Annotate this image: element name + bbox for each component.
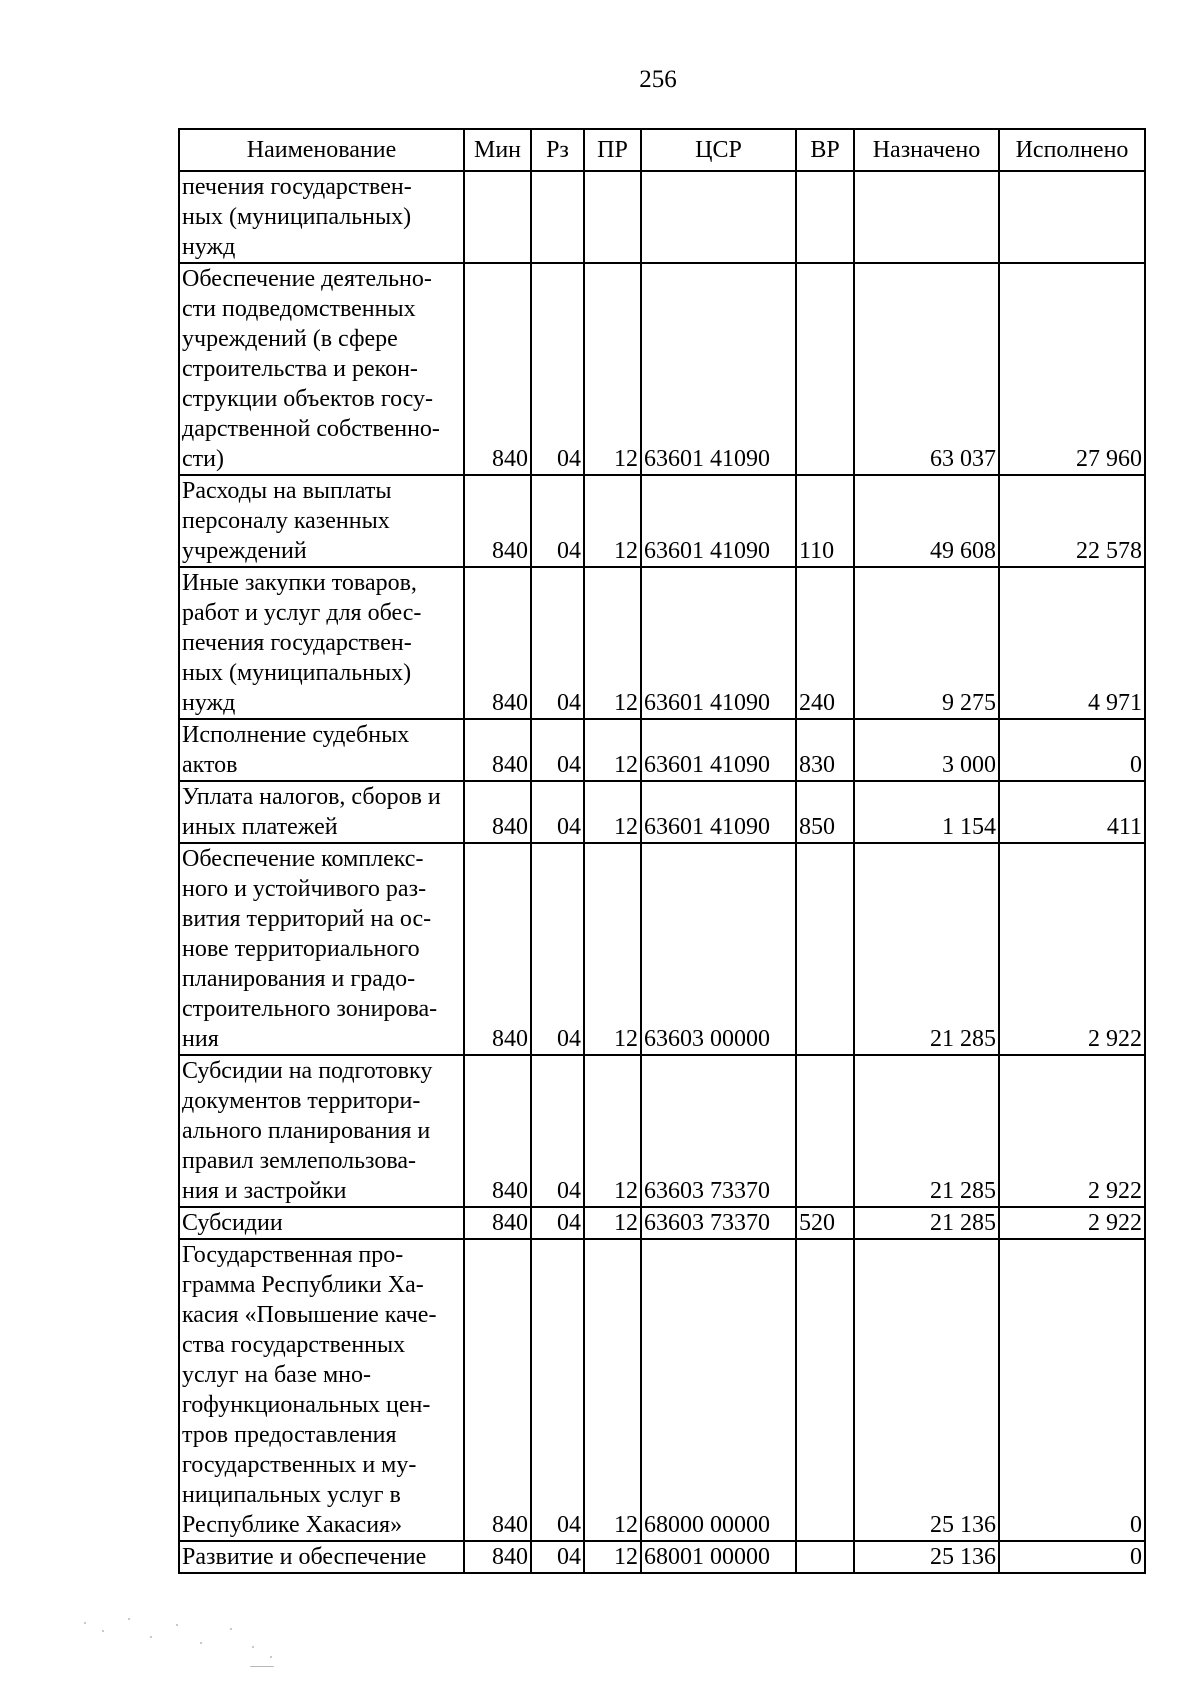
cell-min: 840 xyxy=(464,263,531,475)
cell-rz: 04 xyxy=(531,1055,584,1207)
cell-min: 840 xyxy=(464,567,531,719)
cell-rz: 04 xyxy=(531,1207,584,1239)
cell-csr xyxy=(641,171,796,263)
cell-csr: 63601 41090 xyxy=(641,567,796,719)
cell-vr xyxy=(796,1541,854,1573)
cell-pr: 12 xyxy=(584,1207,641,1239)
cell-name: Развитие и обеспечение xyxy=(179,1541,464,1573)
page-number: 256 xyxy=(639,66,677,93)
cell-min: 840 xyxy=(464,1055,531,1207)
scan-noise xyxy=(80,1612,310,1672)
cell-rz: 04 xyxy=(531,1541,584,1573)
cell-assigned xyxy=(854,171,999,263)
table-row xyxy=(179,843,1145,1055)
cell-assigned: 3 000 xyxy=(854,719,999,781)
cell-min: 840 xyxy=(464,781,531,843)
cell-executed: 411 xyxy=(999,781,1145,843)
header-executed: Исполнено xyxy=(999,129,1145,171)
cell-pr: 12 xyxy=(584,1055,641,1207)
cell-pr: 12 xyxy=(584,263,641,475)
cell-pr: 12 xyxy=(584,719,641,781)
cell-csr: 63603 00000 xyxy=(641,843,796,1055)
cell-name: Обеспечение деятельно- сти подведомственных учреждений (в сфере строительства и рекон- струкции объектов госу- дарственной собственно- сти) xyxy=(179,263,464,475)
cell-rz: 04 xyxy=(531,781,584,843)
cell-assigned: 25 136 xyxy=(854,1541,999,1573)
table-row xyxy=(179,263,1145,475)
cell-assigned: 21 285 xyxy=(854,843,999,1055)
cell-rz: 04 xyxy=(531,843,584,1055)
cell-vr xyxy=(796,171,854,263)
header-assigned: Назначено xyxy=(854,129,999,171)
cell-min: 840 xyxy=(464,843,531,1055)
cell-executed: 0 xyxy=(999,1239,1145,1541)
cell-csr: 68001 00000 xyxy=(641,1541,796,1573)
table-row xyxy=(179,1239,1145,1541)
budget-table xyxy=(178,128,1146,1574)
cell-pr: 12 xyxy=(584,1239,641,1541)
cell-executed: 22 578 xyxy=(999,475,1145,567)
cell-name: Иные закупки товаров, работ и услуг для обес- печения государствен- ных (муниципальных) нужд xyxy=(179,567,464,719)
cell-executed: 0 xyxy=(999,719,1145,781)
cell-csr: 63601 41090 xyxy=(641,719,796,781)
cell-executed: 2 922 xyxy=(999,1207,1145,1239)
header-rz: Рз xyxy=(531,129,584,171)
cell-pr: 12 xyxy=(584,475,641,567)
table-row xyxy=(179,781,1145,843)
cell-csr: 68000 00000 xyxy=(641,1239,796,1541)
cell-vr: 110 xyxy=(796,475,854,567)
cell-executed: 2 922 xyxy=(999,1055,1145,1207)
table-row xyxy=(179,1207,1145,1239)
cell-pr xyxy=(584,171,641,263)
cell-name: Государственная про- грамма Республики Ха- касия «Повышение каче- ства государственных услуг на базе мно- гофункциональных цен- тров предоставления государственных и му- ниципальных услуг в Республике Хакасия» xyxy=(179,1239,464,1541)
header-min: Мин xyxy=(464,129,531,171)
cell-vr xyxy=(796,1055,854,1207)
table-row xyxy=(179,1055,1145,1207)
cell-name: Субсидии xyxy=(179,1207,464,1239)
cell-csr: 63603 73370 xyxy=(641,1207,796,1239)
table-row xyxy=(179,567,1145,719)
cell-min: 840 xyxy=(464,475,531,567)
cell-pr: 12 xyxy=(584,567,641,719)
cell-rz: 04 xyxy=(531,567,584,719)
cell-vr xyxy=(796,263,854,475)
cell-executed: 2 922 xyxy=(999,843,1145,1055)
cell-assigned: 49 608 xyxy=(854,475,999,567)
cell-min xyxy=(464,171,531,263)
table-row xyxy=(179,1541,1145,1573)
cell-assigned: 21 285 xyxy=(854,1055,999,1207)
cell-assigned: 21 285 xyxy=(854,1207,999,1239)
header-name: Наименование xyxy=(179,129,464,171)
table-row xyxy=(179,475,1145,567)
cell-assigned: 25 136 xyxy=(854,1239,999,1541)
cell-rz: 04 xyxy=(531,475,584,567)
cell-name: Обеспечение комплекс- ного и устойчивого раз- вития территорий на ос- нове территориального планирования и градо- строительного зонирова- ния xyxy=(179,843,464,1055)
cell-executed: 4 971 xyxy=(999,567,1145,719)
cell-rz: 04 xyxy=(531,1239,584,1541)
table-row xyxy=(179,171,1145,263)
cell-min: 840 xyxy=(464,719,531,781)
cell-name: Расходы на выплаты персоналу казенных учреждений xyxy=(179,475,464,567)
table-header-row xyxy=(179,129,1145,171)
header-pr: ПР xyxy=(584,129,641,171)
cell-assigned: 9 275 xyxy=(854,567,999,719)
cell-rz: 04 xyxy=(531,263,584,475)
header-csr: ЦСР xyxy=(641,129,796,171)
cell-csr: 63603 73370 xyxy=(641,1055,796,1207)
cell-pr: 12 xyxy=(584,843,641,1055)
table-body xyxy=(179,171,1145,1573)
cell-pr: 12 xyxy=(584,1541,641,1573)
cell-vr: 240 xyxy=(796,567,854,719)
cell-vr: 520 xyxy=(796,1207,854,1239)
cell-name: Уплата налогов, сборов и иных платежей xyxy=(179,781,464,843)
cell-assigned: 63 037 xyxy=(854,263,999,475)
table-row xyxy=(179,719,1145,781)
cell-name: Субсидии на подготовку документов территори- ального планирования и правил землепользова- ния и застройки xyxy=(179,1055,464,1207)
cell-assigned: 1 154 xyxy=(854,781,999,843)
cell-pr: 12 xyxy=(584,781,641,843)
cell-vr xyxy=(796,1239,854,1541)
header-vr: ВР xyxy=(796,129,854,171)
cell-executed xyxy=(999,171,1145,263)
cell-min: 840 xyxy=(464,1207,531,1239)
cell-executed: 0 xyxy=(999,1541,1145,1573)
cell-rz: 04 xyxy=(531,719,584,781)
cell-min: 840 xyxy=(464,1541,531,1573)
cell-name: печения государствен- ных (муниципальных) нужд xyxy=(179,171,464,263)
cell-executed: 27 960 xyxy=(999,263,1145,475)
cell-name: Исполнение судебных актов xyxy=(179,719,464,781)
cell-csr: 63601 41090 xyxy=(641,475,796,567)
cell-min: 840 xyxy=(464,1239,531,1541)
cell-rz xyxy=(531,171,584,263)
cell-vr: 830 xyxy=(796,719,854,781)
cell-vr xyxy=(796,843,854,1055)
cell-csr: 63601 41090 xyxy=(641,781,796,843)
cell-csr: 63601 41090 xyxy=(641,263,796,475)
cell-vr: 850 xyxy=(796,781,854,843)
